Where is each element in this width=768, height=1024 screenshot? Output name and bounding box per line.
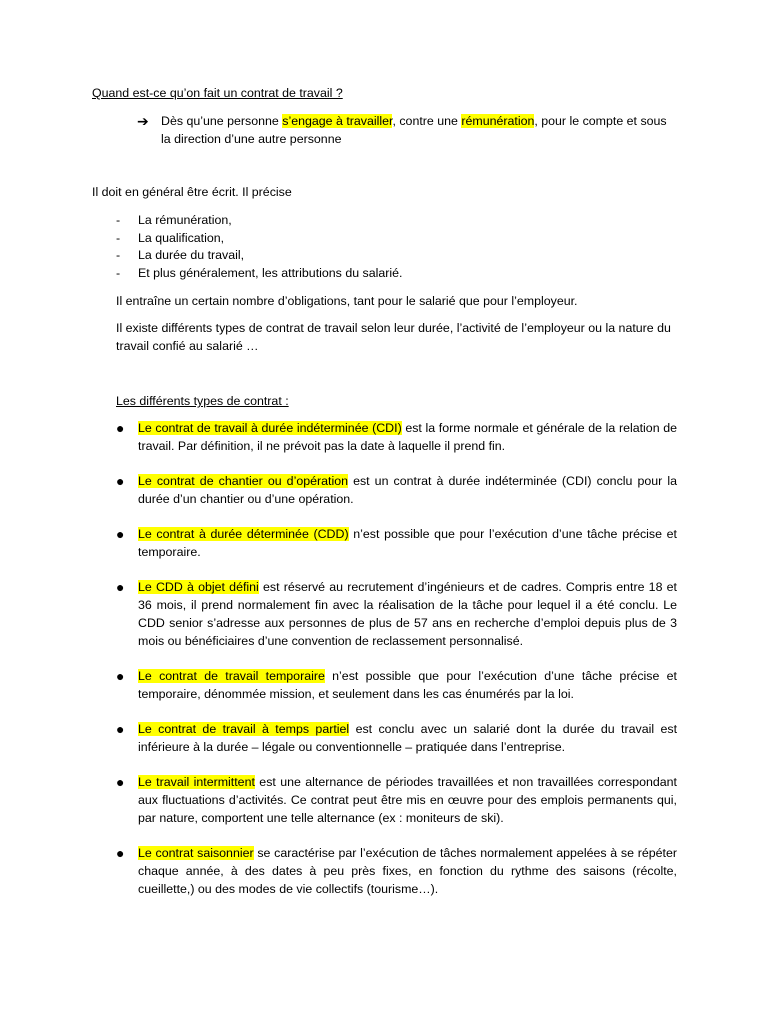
contract-description: est un contrat à durée indéterminée (CDI) conclu pour la durée d’un chantier ou d’une opération. bbox=[138, 474, 677, 506]
list-item: - Et plus généralement, les attributions du salarié. bbox=[116, 265, 402, 283]
intro-text: Il doit en général être écrit. Il précise bbox=[92, 185, 292, 199]
bullet-dot-icon: ● bbox=[116, 420, 125, 436]
bullet-dot-icon: ● bbox=[116, 774, 125, 790]
contract-name: Le contrat à durée déterminée (CDD) bbox=[138, 527, 349, 541]
highlight-remuneration: rémunération bbox=[461, 114, 535, 128]
contract-item-cdi bbox=[116, 419, 677, 455]
contract-description: n’est possible que pour l’exécution d’une tâche précise et temporaire. bbox=[138, 527, 678, 559]
definition-text: Dès qu’une personne s’engage à travailler, contre une rémunération, pour le compte et sous la direction d’une autre personne bbox=[161, 114, 667, 146]
definition-item bbox=[137, 112, 677, 148]
contract-item-temporaire bbox=[116, 667, 677, 703]
highlight-engagement: s’engage à travailler bbox=[282, 114, 393, 128]
list-item: - La rémunération, bbox=[116, 212, 402, 230]
bullet-dot-icon: ● bbox=[116, 473, 125, 489]
contract-description: est conclu avec un salarié dont la durée du travail est inférieure à la durée – légale ou conventionnelle – pratiquée dans l’entreprise. bbox=[138, 722, 678, 754]
contract-name: Le contrat de travail à durée indéterminée (CDI) bbox=[138, 421, 402, 435]
dash-marker: - bbox=[116, 213, 121, 227]
contract-description: se caractérise par l’exécution de tâches normalement appelées à se répéter chaque année, à des dates à peu près fixes, en fonction du rythme des saisons (récolte, cueillette,) ou des modes de vie collectifs (tourisme…). bbox=[138, 846, 678, 896]
contract-name: Le travail intermittent bbox=[138, 775, 255, 789]
contract-item-cdd-objet bbox=[116, 578, 677, 650]
contract-description: est la forme normale et générale de la relation de travail. Par définition, il ne prévoit pas la date à laquelle il prend fin. bbox=[138, 421, 677, 453]
details-list bbox=[116, 212, 402, 282]
types-heading: Les différents types de contrat : bbox=[116, 394, 289, 408]
contract-item-temps-partiel bbox=[116, 720, 677, 756]
dash-marker: - bbox=[116, 248, 121, 262]
contract-item-chantier bbox=[116, 472, 677, 508]
section-title: Quand est-ce qu’on fait un contrat de travail ? bbox=[92, 86, 343, 100]
types-intro-paragraph: Il existe différents types de contrat de travail selon leur durée, l’activité de l’employeur ou la nature du travail confié au salarié … bbox=[116, 321, 671, 353]
obligations-paragraph: Il entraîne un certain nombre d’obligations, tant pour le salarié que pour l’employeur. bbox=[116, 294, 578, 308]
contract-description: n’est possible que pour l’exécution d’une tâche précise et temporaire, dénommée mission, et seulement dans les cas énumérés par la loi. bbox=[138, 669, 677, 701]
contract-item-cdd bbox=[116, 525, 677, 561]
bullet-dot-icon: ● bbox=[116, 668, 125, 684]
contract-name: Le contrat de travail temporaire bbox=[138, 669, 325, 683]
dash-marker: - bbox=[116, 230, 121, 245]
contract-item-saisonnier bbox=[116, 844, 677, 898]
bullet-dot-icon: ● bbox=[116, 845, 125, 861]
contract-name: Le contrat de travail à temps partiel bbox=[138, 722, 350, 736]
contract-description: est une alternance de périodes travaillées et non travaillées correspondant aux fluctuations d’activités. Ce contrat peut être mis en œuvre pour des emplois permanents qui, par nature, comportent une telle alternance (ex : moniteurs de ski). bbox=[138, 775, 677, 825]
list-item: - La qualification, bbox=[116, 230, 402, 248]
contract-types-list bbox=[116, 419, 677, 915]
dash-marker: - bbox=[116, 265, 121, 280]
list-item: - La durée du travail, bbox=[116, 247, 402, 265]
contract-name: Le contrat saisonnier bbox=[138, 846, 254, 860]
right-arrow-icon: ➔ bbox=[137, 113, 149, 129]
contract-name: Le CDD à objet défini bbox=[138, 580, 259, 594]
bullet-dot-icon: ● bbox=[116, 721, 125, 737]
contract-item-intermittent bbox=[116, 773, 677, 827]
bullet-dot-icon: ● bbox=[116, 526, 125, 542]
bullet-dot-icon: ● bbox=[116, 579, 125, 595]
contract-description: est réservé au recrutement d’ingénieurs et de cadres. Compris entre 18 et 36 mois, il prend normalement fin avec la réalisation de la tâche pour lequel il a été conclu. Le CDD senior s’adresse aux personnes de plus de 57 ans en recherche d’emploi depuis plus de 3 mois ou bénéficiaires d’une convention de reclassement personnalisé. bbox=[138, 580, 677, 648]
contract-name: Le contrat de chantier ou d’opération bbox=[138, 474, 348, 488]
